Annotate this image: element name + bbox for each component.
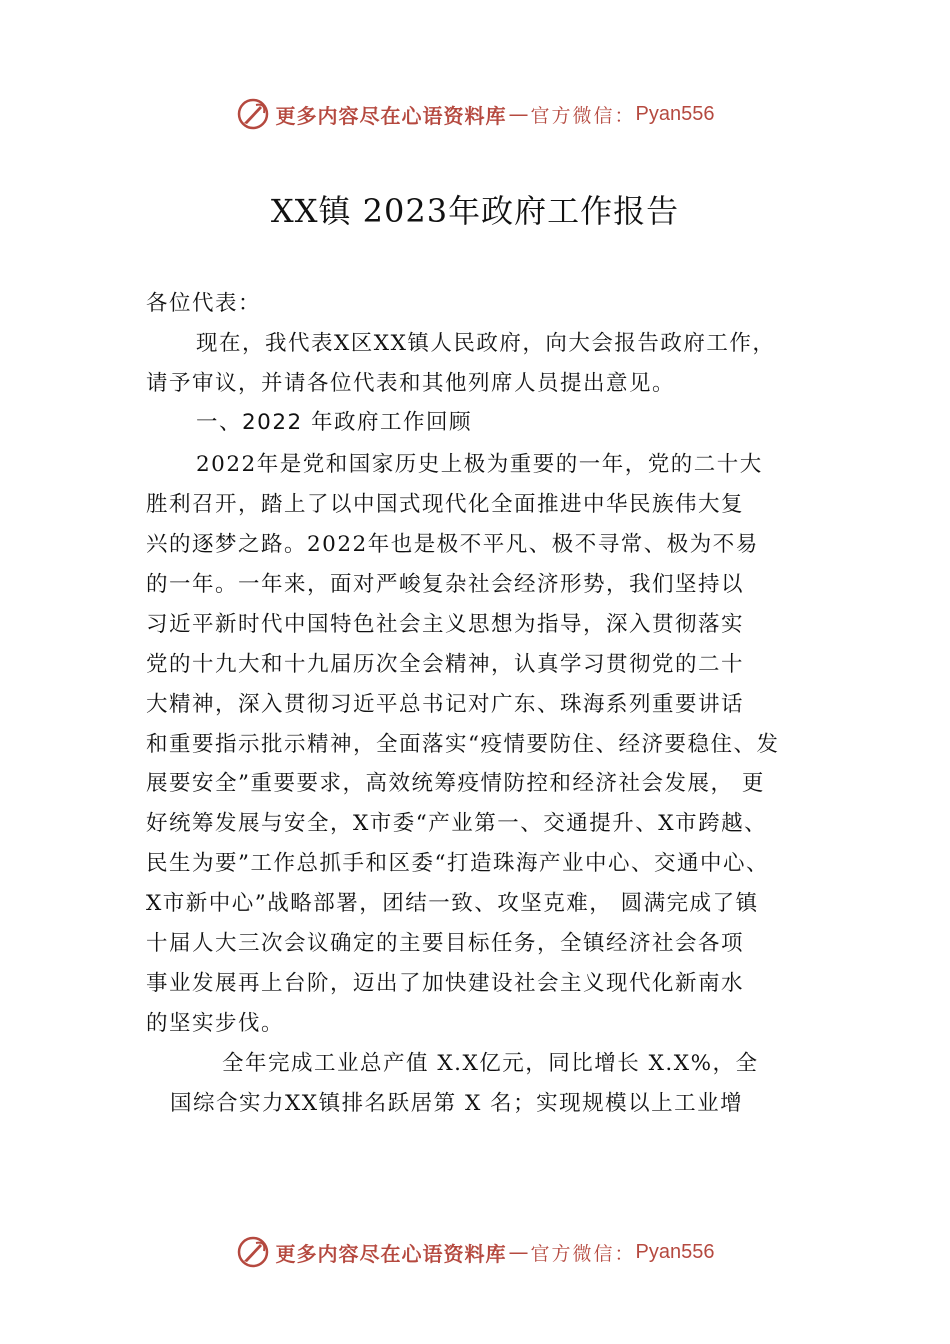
banner-handle: Pyan556	[635, 102, 715, 125]
body-line: 现在，我代表X区XX镇人民政府，向大会报告政府工作，	[196, 331, 776, 356]
body-line: 请予审议，并请各位代表和其他列席人员提出意见。	[146, 371, 676, 396]
body-line: 的坚实步伐。	[146, 1011, 285, 1036]
banner-separator: —	[508, 102, 529, 126]
body-line: 兴的逐梦之路。2022年也是极不平凡、极不寻常、极为不易	[146, 532, 759, 557]
quill-logo-icon	[236, 1235, 270, 1269]
banner-text: 更多内容尽在心语资料库	[275, 103, 507, 128]
body-line: 的一年。一年来，面对严峻复杂社会经济形势，我们坚持以	[146, 572, 745, 597]
document-title: XX镇 2023年政府工作报告	[270, 192, 680, 230]
banner-label: 官方微信：	[530, 104, 636, 127]
body-line: 事业发展再上台阶，迈出了加快建设社会主义现代化新南水	[146, 971, 745, 996]
body-line: 民生为要”工作总抓手和区委“打造珠海产业中心、交通中心、	[146, 851, 769, 876]
banner-text: 更多内容尽在心语资料库	[275, 1241, 507, 1266]
salutation: 各位代表：	[146, 291, 262, 316]
body-line: 好统筹发展与安全，X市委“产业第一、交通提升、X市跨越、	[146, 811, 768, 836]
header-watermark-banner	[0, 94, 950, 134]
body-line: 党的十九大和十九届历次全会精神，认真学习贯彻党的二十	[146, 652, 745, 677]
quill-logo-icon	[236, 97, 270, 131]
banner-separator: —	[508, 1240, 529, 1264]
banner-handle: Pyan556	[635, 1240, 715, 1263]
body-line: 习近平新时代中国特色社会主义思想为指导，深入贯彻落实	[146, 612, 745, 637]
banner-label: 官方微信：	[530, 1242, 636, 1265]
body-line: 2022年是党和国家历史上极为重要的一年，党的二十大	[196, 452, 763, 477]
body-line: X市新中心”战略部署，团结一致、攻坚克难， 圆满完成了镇	[146, 891, 759, 916]
body-line: 大精神，深入贯彻习近平总书记对广东、珠海系列重要讲话	[146, 692, 745, 717]
body-line: 十届人大三次会议确定的主要目标任务，全镇经济社会各项	[146, 931, 745, 956]
body-line: 国综合实力XX镇排名跃居第 X 名；实现规模以上工业增	[170, 1091, 744, 1116]
section-heading: 一、2022 年政府工作回顾	[196, 410, 473, 435]
body-line: 全年完成工业总产值 X.X亿元，同比增长 X.X%，全	[222, 1051, 759, 1076]
body-line: 和重要指示批示精神，全面落实“疫情要防住、经济要稳住、发	[146, 732, 780, 757]
body-line: 展要安全”重要要求，高效统筹疫情防控和经济社会发展， 更	[146, 771, 765, 796]
footer-watermark-banner	[0, 1232, 950, 1272]
body-line: 胜利召开，踏上了以中国式现代化全面推进中华民族伟大复	[146, 492, 745, 517]
